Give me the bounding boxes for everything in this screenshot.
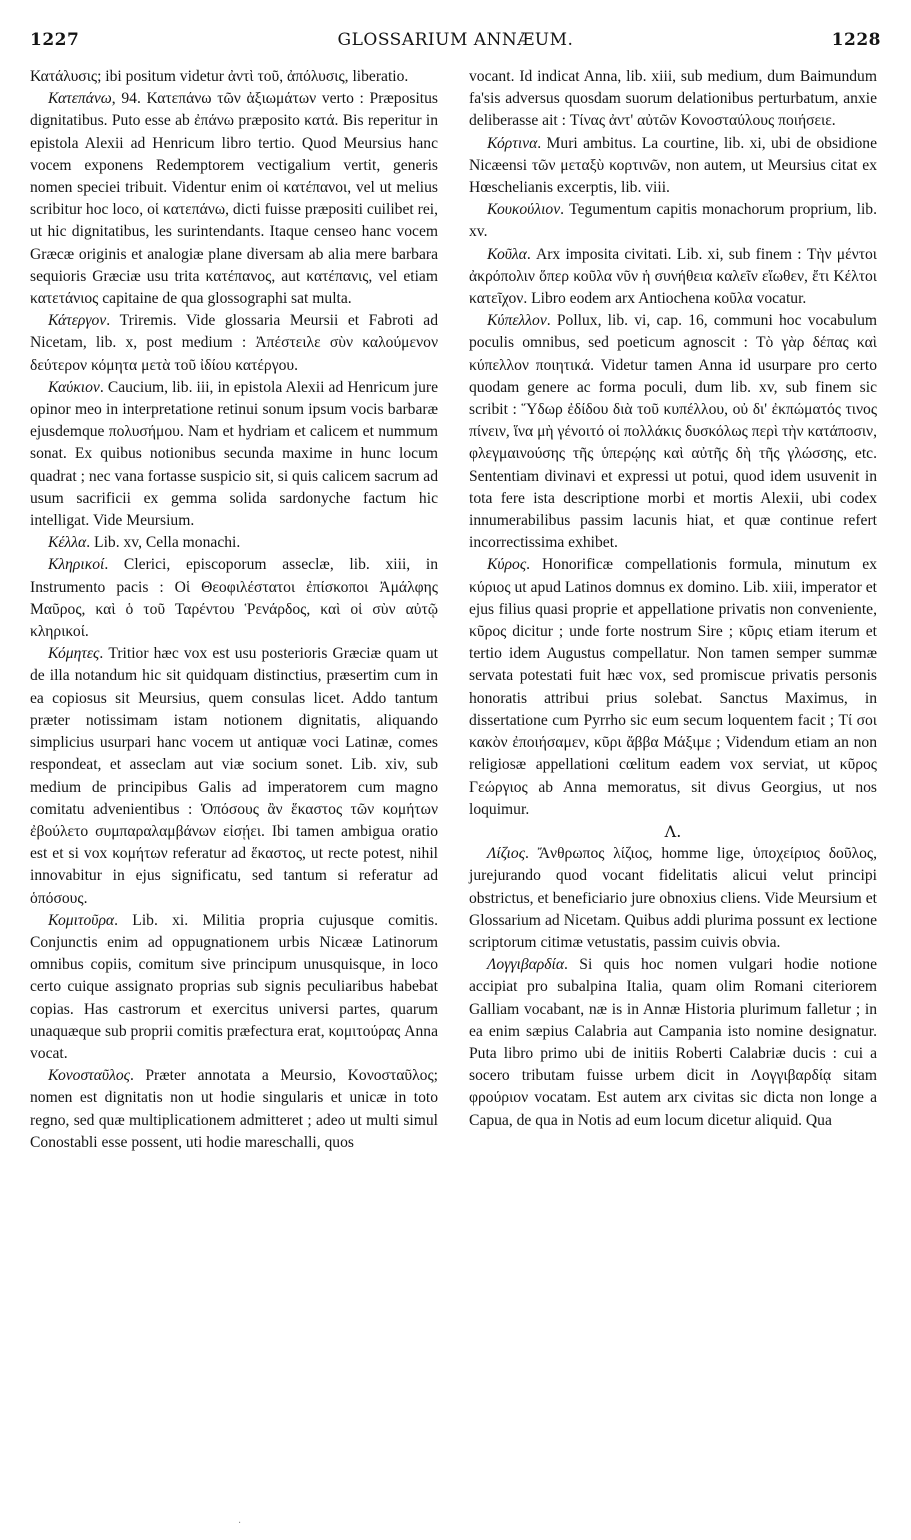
entry-text: , 94. Κατεπάνω τῶν ἀξιωμάτων verto : Præpositus dignitatibus. Puto esse ab ἐπάνω præposito κατά. Bis reperitur in epistola Alexii ad Henricum libro tertio. Quod Meursius hanc vocem exponens Redemptorem vectigalium vertit, generis nomen speciei tribuit. Videntur enim οἱ κατέπανοι, vel ut melius scribitur hoc loco, οἱ κατεπάνω, dicti fuisse præpositi cuilibet rei, ut hic dignitatibus, les surintendants. Itaque censeo hanc vocem Græcæ originis et analogiæ plane diversam ab alia mere barbara sequioris Græciæ usu trita κατέπανος, aut κατέπανις, vel etiam κατετάνιος capitaine de qua glossographi sat multa. <box>30 90 438 308</box>
entry-headword: Κύρος <box>487 556 527 574</box>
glossary-entry <box>30 532 438 554</box>
glossary-entry <box>469 310 877 554</box>
ink-fleck: · <box>238 1518 242 1529</box>
entry-text: . Si quis hoc nomen vulgari hodie notione accipiat pro subalpina Italia, quam olim Romani citeriorem Galliam vocabant, næ is in Annæ Historia plurimum falletur ; in ea enim sæpius Calabria aut Campania isto nomine designatur. Puta libro primo ubi de initiis Roberti Calabriæ ducis : cui a socero tributam fuisse urbem dicit in Λογγιβαρδίᾳ sitam φρούριον vocatam. Est autem arx civitas sic dicta non longe a Capua, de qua in Notis ad eum locum dicetur aliquid. Qua <box>469 956 877 1129</box>
entry-headword: Κόρτινα <box>487 134 538 152</box>
entry-headword: Κύπελλον <box>487 312 547 330</box>
glossary-entry <box>469 133 877 200</box>
glossary-entry <box>30 377 438 532</box>
entry-text: . Pollux, lib. vi, cap. 16, communi hoc vocabulum poculis omnibus, sed poeticum agnoscit : Τὸ γὰρ δέπας καὶ κύπελλον ποιητικά. Videtur tamen Anna id usurpare pro certo quodam genere ac forma poculi, dum lib. xv, sub finem sic scribit : Ὕδωρ ἐδίδου διὰ τοῦ κυπέλλου, οὐ δι' ἐκπώματός τινος πίνειν, ἵνα μὴ γένοιτό οἱ πολλάκις δυσκόλως περὶ τὴν κατάποσιν, φλεγμαινούσης τῆς ὑπερῴης καὶ αὐτῆς δὴ τῆς γλώσσης, etc. Sententiam divinavi et expressi ut potui, quod idem usuvenit in tota fere ista descriptione morbi et mortis Alexii, ubi codex innumerabilibus passim lacunis hiat, et quæ continue refert incorrectissima exhibet. <box>469 312 877 552</box>
glossary-entry <box>469 554 877 820</box>
page-number-right: 1228 <box>831 30 881 50</box>
page-number-left: 1227 <box>30 30 80 50</box>
entry-headword: Κονοσταῦλος <box>48 1067 130 1085</box>
glossary-entry <box>469 954 877 1132</box>
entry-text: . Clerici, episcoporum asseclæ, lib. xiii, in Instrumento pacis : Οἱ Θεοφιλέστατοι ἐπίσκοποι Ἀμάλφης Μαῦρος, καὶ ὁ τοῦ Ταρέντου Ῥενάρδος, καὶ οἱ σὺν αὐτῷ κληρικοί. <box>30 556 438 641</box>
entry-headword: Κομιτοῦρα <box>48 911 115 929</box>
entry-text: . Lib. xi. Militia propria cujusque comitis. Conjunctis enim ad oppugnationem urbis Nicææ Latinorum omnibus copiis, comitum sive principum unusquisque, in loco certo cuique assignato proprias sub signis peculiaribus habebat copias. Has castrorum et exercitus universi partes, quarum unaquæque sub proprii comitis præfectura erat, κομιτούρας Anna vocat. <box>30 911 438 1062</box>
entry-text: . Muri ambitus. La courtine, lib. xi, ubi de obsidione Nicæensi τῶν μεταξὺ κορτινῶν, non autem, ut Meursius citat ex Hœschelianis excerptis, lib. viii. <box>469 134 877 197</box>
glossary-entry <box>469 843 877 954</box>
entry-text: . Tegumentum capitis monachorum proprium, lib. xv. <box>469 201 877 241</box>
glossary-entry <box>30 310 438 377</box>
entry-text: . Ἄνθρωπος λίζιος, homme lige, ὑποχείριος δοῦλος, jurejurando quod vocant fidelitatis alicui velut principi obstrictus, et beneficiario jure obnoxius cliens. Vide Meursium et Glossarium ad Nicetam. Quibus addi plurima possunt ex lectione scriptorum citimæ vetustatis, passim cuivis obvia. <box>469 845 877 951</box>
glossary-entry <box>30 1065 438 1154</box>
entry-headword: Καύκιον <box>48 378 100 396</box>
section-letter: Λ. <box>664 821 682 841</box>
entry-headword: Κάτεργον <box>48 312 107 330</box>
glossary-entry <box>469 199 877 243</box>
entry-headword: Κατεπάνω <box>48 90 112 108</box>
entry-text: . Honorificæ compellationis formula, minutum ex κύριος ut apud Latinos domnus ex domino. Lib. xiii, imperator et ejus filius quasi proprie et appellatione privatis non conveniente, κῦρος dicitur ; unde forte nostrum Sire ; κῦρις etiam iterum et tertio idem Augustus compellatur. Non tamen semper summæ servata potestati fuit hæc vox, sed promiscue privatis personis honoratis attribui prius solebat. Sanctus Maximus, in dissertatione cum Pyrrho sic eum secum loquentem facit ; Τί σοι κακὸν ἐποιήσαμεν, κῦρι ἄββα Μάξιμε ; Videndum etiam an non religiosæ appellationi cœlitum eadem vox serviat, ut κῦρος Γεώργιος ab Anna memoratus, sit divus Georgius, ut nos loquimur. <box>469 556 877 818</box>
entry-text: . Lib. xv, Cella monachi. <box>86 534 241 552</box>
entry-headword: Λογγιβαρδία <box>487 956 565 974</box>
entry-headword: Κόμητες <box>48 645 100 663</box>
entry-headword: Κουκούλιον <box>487 201 561 219</box>
right-column <box>469 66 877 1132</box>
page-title: GLOSSARIUM ANNÆUM. <box>337 30 574 50</box>
continued-paragraph: vocant. Id indicat Anna, lib. xiii, sub medium, dum Baimundum fa'sis adversus quosdam suorum delationibus perturbatum, anxie deliberasse ait : Τίνας ἀντ' αὐτῶν Κονοσταύλους ποιήσειε. <box>469 68 877 130</box>
entry-headword: Κληρικοί <box>48 556 105 574</box>
entry-text: . Triremis. Vide glossaria Meursii et Fabroti ad Nicetam, lib. x, post medium : Ἀπέστειλε σὺν καλούμενον δεύτερον κόμητα μετὰ τοῦ ἰδίου κατέργου. <box>30 312 438 374</box>
left-column <box>30 66 438 1154</box>
glossary-entry <box>30 554 438 643</box>
glossary-entry <box>30 910 438 1065</box>
entry-headword: Κοῦλα <box>487 245 527 263</box>
entry-text: . Tritior hæc vox est usu posterioris Græciæ quam ut de illa notandum hic sit quidquam distinctius, præsertim cum in ea copiosus sit Meursius, quem consulas licet. Addo tantum præter notissimam istam notionem dignitatis, aliquando simplicius usurpari hanc vocem ut antiquæ voci Latinæ, comes respondeat, et asseclam aut viæ socium sonet. Lib. xiv, sub medium de principibus Galis ad imperatorem cum magno comitatu advenientibus : Ὁπόσους ἂν ἕκαστος τῶν κομήτων ἐβούλετο συμπαραλαμβάνων εἰσῄει. Ibi tamen ambigua oratio est et si vox κομήτων referatur ad ἕκαστος, ut recte potest, nihil innovabitur in ejus significatu, sed tantum si referatur ad ὁπόσους. <box>30 645 438 907</box>
glossary-entry <box>30 643 438 909</box>
entry-text: . Caucium, lib. iii, in epistola Alexii ad Henricum jure opinor meo in interpretatione retinui sonum ipsum vocis barbaræ ejusdemque πολυσήμου. Nam et hydriam et calicem et nummum sonat. Ex quibus notionibus secunda maxime in hunc locum quadrat ; nec vana fortasse suspicio sit, si quis calicem sacrum ad usum sacrificii ex gemma solida sardonyche factum hic intelligat. Vide Meursium. <box>30 378 438 530</box>
glossary-entry <box>469 244 877 311</box>
entry-headword: Λίζιος <box>487 845 526 863</box>
continued-paragraph: Κατάλυσις; ibi positum videtur ἀντὶ τοῦ, ἀπόλυσις, liberatio. <box>30 68 409 85</box>
glossary-entry <box>30 88 438 310</box>
entry-text: . Arx imposita civitati. Lib. xi, sub finem : Τὴν μέντοι ἀκρόπολιν ὅπερ κοῦλα νῦν ἡ συνήθεια καλεῖν εἴωθεν, ἔτι Κέλτοι κατεῖχον. Libro eodem arx Antiochena κοῦλα vocatur. <box>469 245 877 308</box>
entry-text: . Præter annotata a Meursio, Κονοσταῦλος; nomen est dignitatis non ut hodie singularis et unicæ in toto regno, sed quæ multiplicationem admitteret ; adeo ut multi simul Conostabli esse possent, uti hodie mareschalli, quos <box>30 1067 438 1151</box>
running-head <box>30 30 881 56</box>
entry-headword: Κέλλα <box>48 534 87 552</box>
